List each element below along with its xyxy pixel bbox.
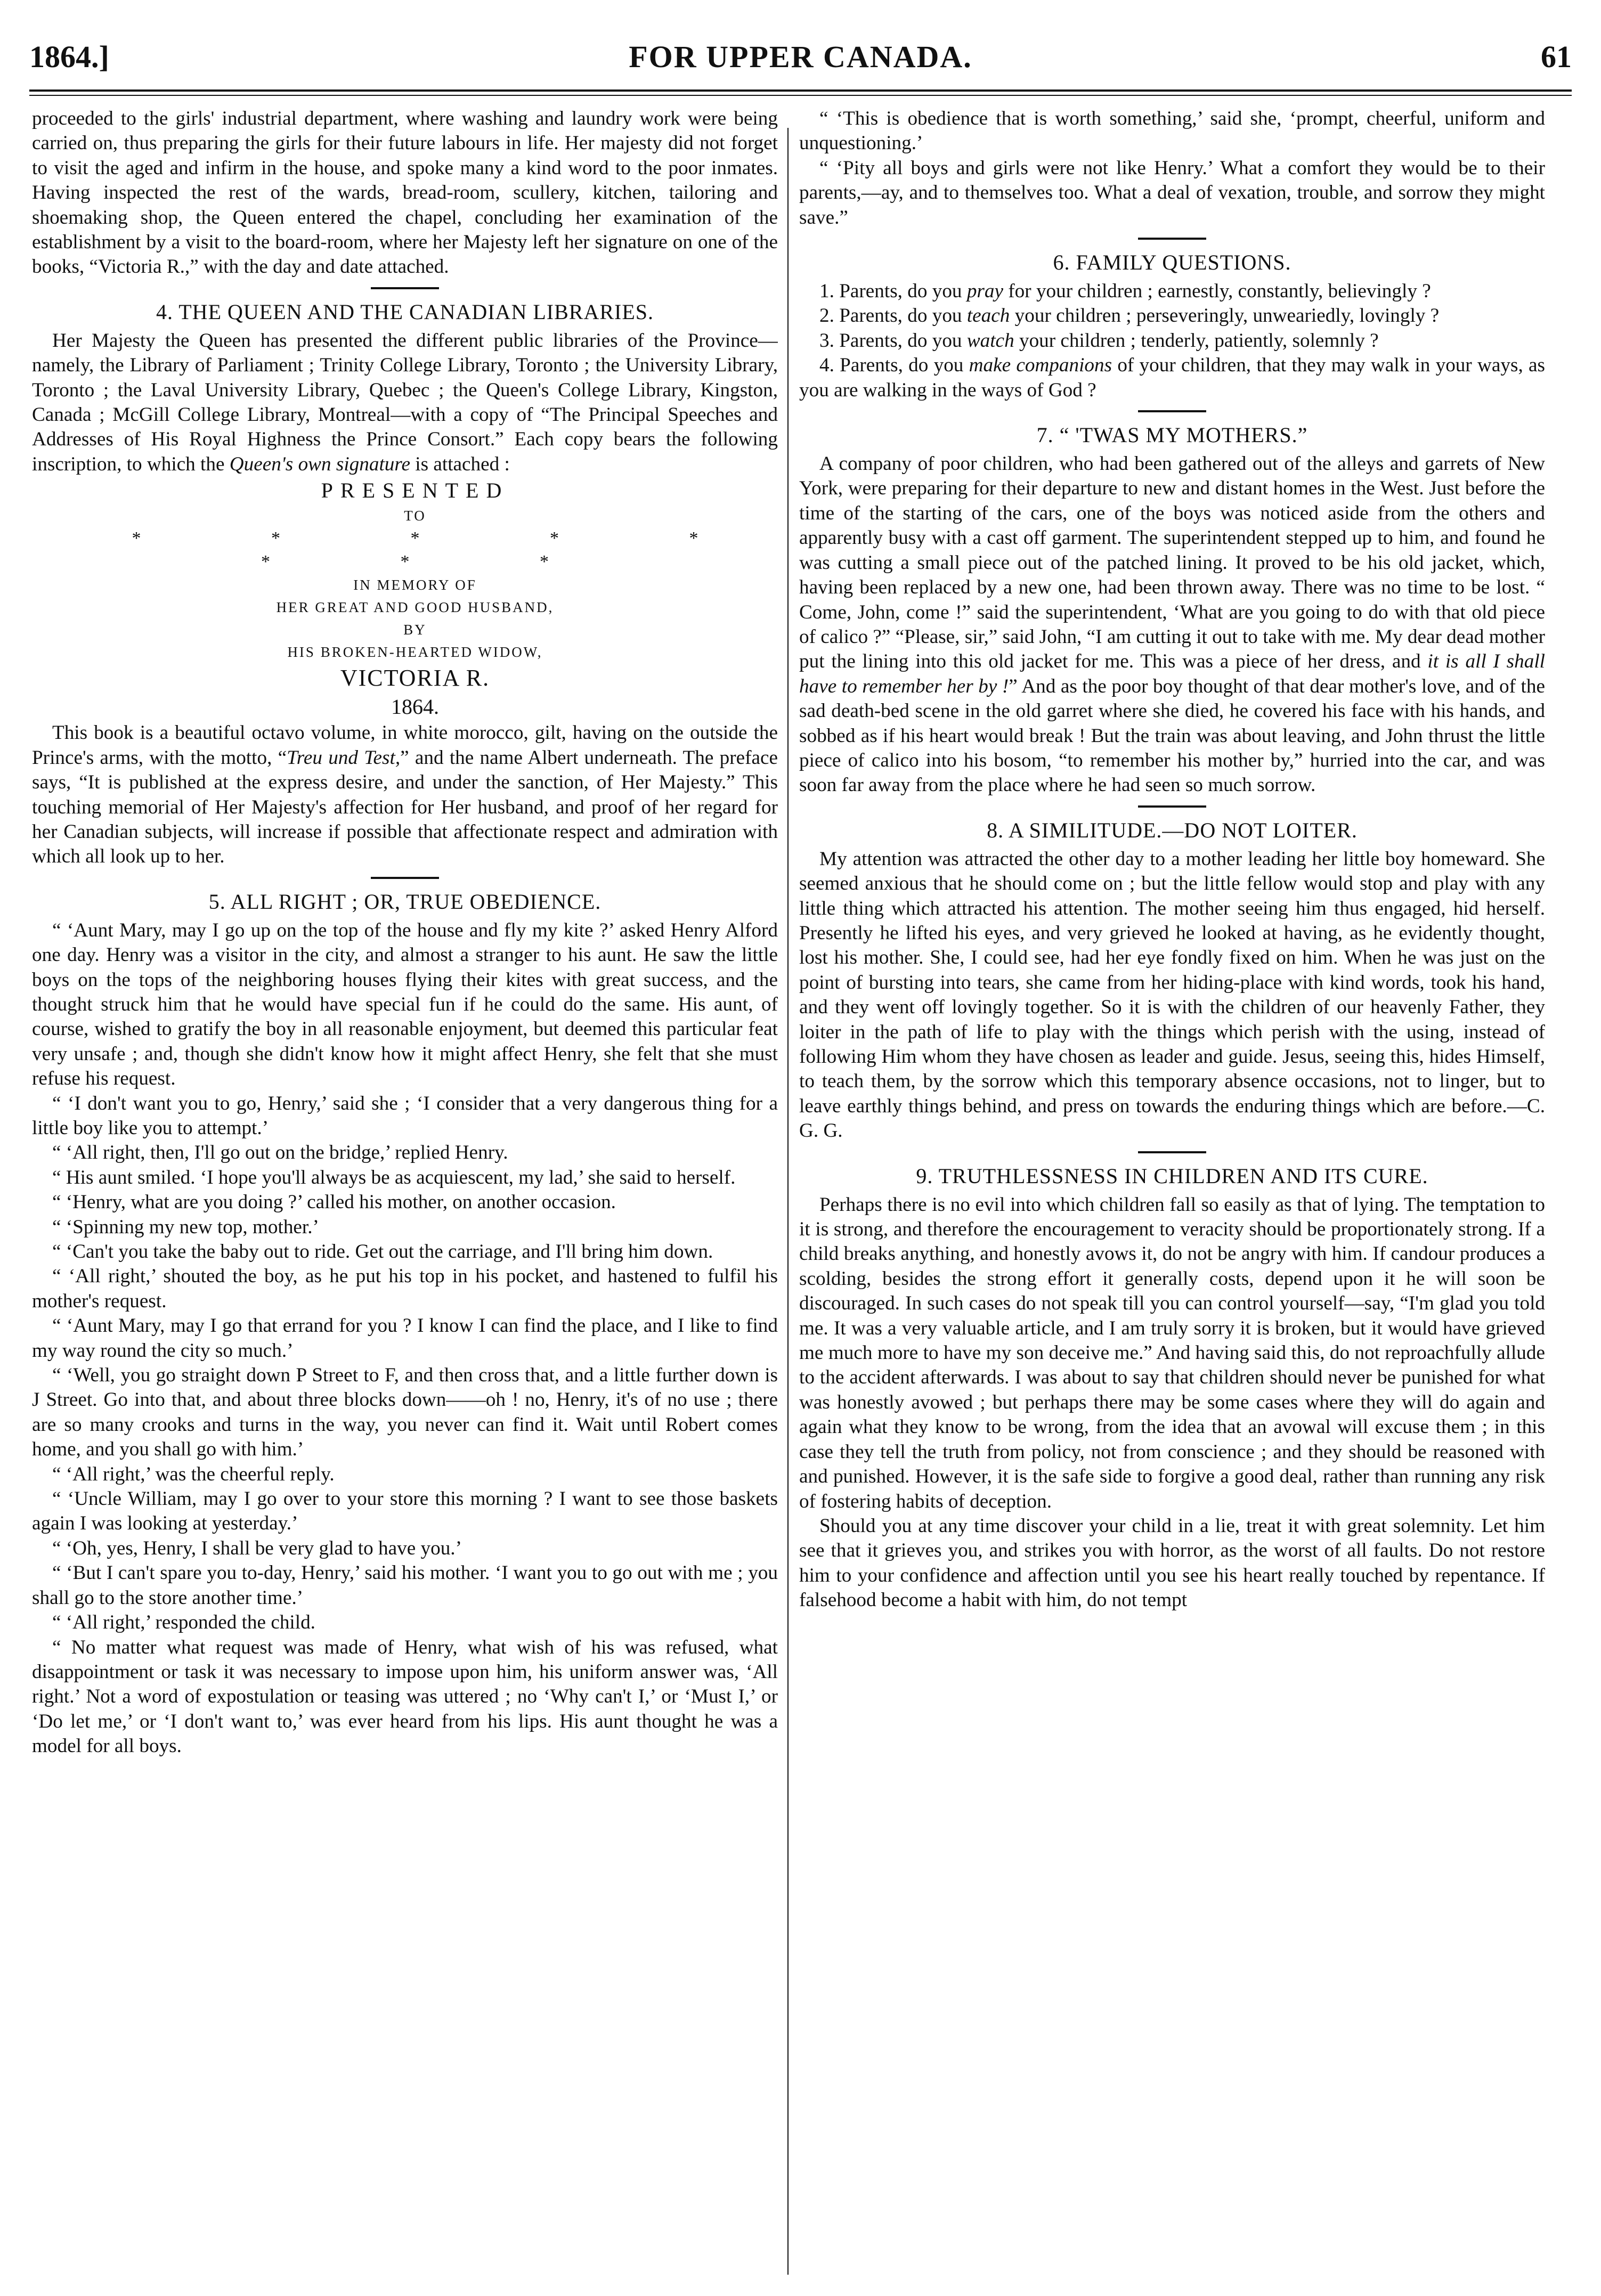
section-4-heading: 4. THE QUEEN AND THE CANADIAN LIBRARIES.: [156, 299, 654, 324]
section-5-paragraph: “ ‘Well, you go straight down P Street to F, and then cross that, and a little further down is J Street. Go into that, and about three blocks down——oh ! no, Henry, it's of no use ; there are so many crooks and turns in the way, you never can find it. Wait until Robert comes home, and you shall go with him.’: [32, 1364, 778, 1461]
left-column: [32, 107, 778, 2280]
page-number: 61: [1541, 39, 1572, 74]
section-rule: [371, 287, 439, 289]
section-6-heading: 6. FAMILY QUESTIONS.: [1053, 250, 1291, 275]
section-5-paragraph: “ ‘Can't you take the baby out to ride. Get out the carriage, and I'll bring him down.: [52, 1241, 713, 1263]
inscription-to: TO: [404, 508, 426, 524]
header-year: 1864.]: [29, 39, 109, 74]
section-5-paragraph: “ ‘Oh, yes, Henry, I shall be very glad to have you.’: [52, 1537, 462, 1559]
column-divider: [787, 128, 789, 2275]
section-5-paragraph: “ ‘Aunt Mary, may I go that errand for you ? I know I can find the place, and I like to find my way round the city so much.’: [32, 1315, 778, 1362]
inscription-stars: * * * * * * * *: [132, 528, 761, 572]
header-title: FOR UPPER CANADA.: [629, 39, 972, 74]
inscription-by: BY: [403, 622, 427, 638]
section-5-paragraph: “ ‘I don't want you to go, Henry,’ said she ; ‘I consider that a very dangerous thing for a little boy like you to attempt.’: [32, 1092, 778, 1139]
section-5-paragraph: “ ‘All right,’ shouted the boy, as he put his top in his pocket, and hastened to fulfil his mother's request.: [32, 1265, 778, 1312]
section-4-paragraph-2: This book is a beautiful octavo volume, in white morocco, gilt, having on the outside the Prince's arms, with the motto, “Treu und Test,” and the name Albert underneath. The preface says, “It is published at the express desire, and under the sanction, of Her Majesty.” This touching memorial of Her Majesty's affection for Her husband, and proof of her regard for her Canadian subjects, will increase if possible that affectionate respect and admiration with which all look up to her.: [32, 722, 778, 868]
section-9-paragraph-2: Should you at any time discover your child in a lie, treat it with great solemnity. Let him see that it grieves you, and strikes you with horror, as the worst of all faults. Do not restore him to your confidence and affection until you see his heart really touched by repentance. If falsehood become a habit with him, do not tempt: [799, 1515, 1545, 1611]
section-5-paragraph: “ His aunt smiled. ‘I hope you'll always be as acquiescent, my lad,’ she said to herself.: [52, 1166, 736, 1188]
family-question-1: 1. Parents, do you pray for your children ; earnestly, constantly, believingly ?: [819, 280, 1431, 303]
section-9-heading: 9. TRUTHLESSNESS IN CHILDREN AND ITS CURE.: [916, 1163, 1428, 1188]
section-9-paragraph-1: Perhaps there is no evil into which children fall so easily as that of lying. The temptation to it is strong, and therefore the encouragement to veracity should be proportionately strong. If a child breaks anything, and honestly avows it, do not be angry with him. If candour produces a scolding, besides the strong effort it generally costs, depend upon it he will soon be discouraged. In such cases do not speak till you can control yourself—say, “I'm glad you told me. It was a very valuable article, and I am truly sorry it is broken, but it would have grieved me much more to have my son deceive me.” And having said this, do not reproachfully allude to the accident afterwards. I was about to say that children should never be punished for what was honestly avowed ; but perhaps there may be some cases where they will do again and again what they know to be wrong, from the idea that an avowal will excuse them ; in this case they tell the truth from policy, not from conscience ; and they should be reasoned with and punished. However, it is the safe side to forgive a good deal, rather than running any risk of fostering habits of deception.: [799, 1193, 1545, 1512]
section-4-paragraph-1: Her Majesty the Queen has presented the different public libraries of the Province—namely, the Library of Parliament ; Trinity College Library, Toronto ; the University Library, Toronto ; the Laval University Library, Quebec ; the Queen's College Library, Kingston, Canada ; McGill College Library, Montreal—with a copy of “The Principal Speeches and Addresses of His Royal Highness the Prince Consort.” Each copy bears the following inscription, to which the Queen's own signature is attached :: [32, 329, 778, 475]
inscription-memory: IN MEMORY OF: [353, 577, 477, 593]
section-8-paragraph: My attention was attracted the other day to a mother leading her little boy homeward. She seemed anxious that he should come on ; but the little fellow would stop and play with any little thing which attracted his attention. The mother seeing him thus engaged, hid herself. Presently he lifted his eyes, and very grieved he looked at having, as he evidently thought, lost his mother. She, I could see, had her eye fondly fixed on him. When he was just on the point of bursting into tears, she came from her hiding-place with kind words, took his hand, and they went off lovingly together. So it is with the children of our heavenly Father, they loiter in the path of life to play with the things which perish with the using, instead of following Him whom they have chosen as leader and guide. Jesus, seeing this, hides Himself, to teach them, by the sorrow which this temporary absence occasions, not to linger, but to leave earthly things behind, and press on towards the enduring things which are before.—C. G. G.: [799, 848, 1545, 1142]
right-column: [799, 107, 1545, 2280]
section-5-paragraph: “ ‘But I can't spare you to-day, Henry,’ said his mother. ‘I want you to go out with me ; you shall go to the store another time.’: [32, 1562, 778, 1609]
section-5-paragraph: “ No matter what request was made of Henry, what wish of his was refused, what disappointment or task it was necessary to impose upon him, his uniform answer was, ‘All right.’ Not a word of expostulation or teasing was uttered ; no ‘Why can't I,’ or ‘Must I,’ or ‘Do let me,’ or ‘I don't want to,’ was ever heard from his lips. His aunt thought he was a model for all boys.: [32, 1636, 778, 1757]
section-7-heading: 7. “ 'TWAS MY MOTHERS.”: [1036, 423, 1308, 447]
section-5-paragraph: “ ‘All right, then, I'll go out on the bridge,’ replied Henry.: [52, 1142, 508, 1164]
section-5-paragraph: “ ‘All right,’ responded the child.: [52, 1611, 315, 1634]
inscription-husband: HER GREAT AND GOOD HUSBAND,: [276, 599, 554, 616]
section-rule: [371, 877, 439, 879]
section-5-paragraph: “ ‘Uncle William, may I go over to your store this morning ? I want to see those baskets again I was looking at yesterday.’: [32, 1488, 778, 1535]
section-5-paragraph: “ ‘Aunt Mary, may I go up on the top of the house and fly my kite ?’ asked Henry Alford one day. Henry was a visitor in the city, and almost a stranger to his aunt. He saw the little boys on the tops of the neighboring houses flying their kites with great success, and the thought struck him that he would have special fun if he could do the same. His aunt, of course, wished to gratify the boy in all reasonable enjoyment, but deemed this particular feat very unsafe ; and, though she didn't know how it might affect Henry, she felt that she must refuse his request.: [32, 919, 778, 1090]
section-rule: [1138, 1151, 1206, 1153]
inscription-year: 1864.: [391, 695, 439, 719]
section-rule: [1138, 410, 1206, 412]
inscription: [32, 477, 778, 721]
section-rule: [1138, 805, 1206, 808]
family-question-3: 3. Parents, do you watch your children ; tenderly, patiently, solemnly ?: [819, 329, 1379, 352]
family-question-4: 4. Parents, do you make companions of your children, that they may walk in your ways, as you are walking in the ways of God ?: [799, 354, 1545, 401]
inscription-widow: HIS BROKEN-HEARTED WIDOW,: [287, 644, 543, 661]
section-5-heading: 5. ALL RIGHT ; OR, TRUE OBEDIENCE.: [208, 889, 602, 914]
section-5-paragraph: “ ‘Spinning my new top, mother.’: [52, 1216, 319, 1238]
inscription-presented: PRESENTED: [321, 478, 509, 503]
running-head: [29, 28, 1572, 86]
family-question-2: 2. Parents, do you teach your children ; perseveringly, unweariedly, lovingly ?: [819, 305, 1440, 327]
opening-paragraph: proceeded to the girls' industrial department, where washing and laundry work were being carried on, thus preparing the girls for their future labours in life. Her majesty did not forget to visit the aged and infirm in the house, and spoke many a kind word to the poor inmates. Having inspected the rest of the wards, bread-room, scullery, kitchen, tailoring and shoemaking shop, the Queen entered the chapel, concluding her examination of the establishment by a visit to the board-room, where her Majesty left her signature on one of the books, “Victoria R.,” with the day and date attached.: [32, 108, 778, 278]
header-rule-thick: [29, 89, 1572, 92]
section-5-continued-paragraph: “ ‘Pity all boys and girls were not like Henry.’ What a comfort they would be to their parents,—ay, and to themselves too. What a deal of vexation, trouble, and sorrow they might save.”: [799, 157, 1545, 229]
section-rule: [1138, 238, 1206, 240]
section-5-continued-paragraph: “ ‘This is obedience that is worth something,’ said she, ‘prompt, cheerful, uniform and unquestioning.’: [799, 108, 1545, 154]
section-5-paragraph: “ ‘All right,’ was the cheerful reply.: [52, 1463, 335, 1485]
section-8-heading: 8. A SIMILITUDE.—DO NOT LOITER.: [987, 818, 1358, 842]
section-5-paragraph: “ ‘Henry, what are you doing ?’ called his mother, on another occasion.: [52, 1191, 616, 1214]
header-rule-thin: [29, 95, 1572, 96]
section-7-paragraph: A company of poor children, who had been gathered out of the alleys and garrets of New York, were preparing for their departure to new and distant homes in the West. Just before the time of the starting of the cars, one of the boys was noticed aside from the others and apparently busy with a cast off garment. The superintendent stepped up to him, and found he was cutting a small piece out of the patched lining. It proved to be his old jacket, which, having been replaced by a new one, had been thrown away. There was no time to be lost. “ Come, John, come !” said the superintendent, ‘What are you going to do with that old piece of calico ?” “Please, sir,” said John, “I am cutting it out to take with me. My dear dead mother put the lining into this old jacket for me. This was a piece of her dress, and it is all I shall have to remember her by !” And as the poor boy thought of that dear mother's love, and of the sad death-bed scene in the old garret where she died, he covered his face with his hands, and sobbed as if his heart would break ! But the train was about leaving, and John thrust the little piece of calico into his bosom, “to remember his mother by,” hurried into the car, and was soon far away from the place where he had seen so much sorrow.: [799, 453, 1545, 796]
inscription-name: VICTORIA R.: [340, 665, 490, 691]
